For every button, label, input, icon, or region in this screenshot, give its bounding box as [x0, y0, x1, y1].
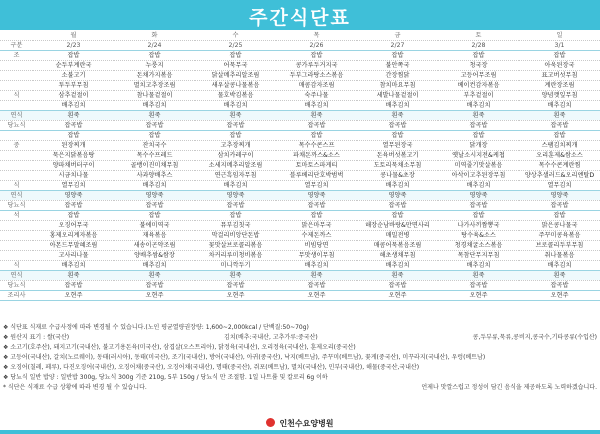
menu-row: [0, 71, 600, 81]
menu-row: [0, 61, 600, 71]
menu-row: [0, 111, 600, 121]
menu-cell: 계란장조림: [519, 81, 600, 91]
header-label: [0, 31, 33, 41]
meal-label: 연식: [0, 111, 33, 121]
menu-cell: 흰죽: [357, 111, 438, 121]
menu-cell: 오현주: [33, 291, 114, 301]
menu-cell: 해장순남바랑&만면사리: [357, 221, 438, 231]
menu-cell: 오현주: [357, 291, 438, 301]
menu-cell: 잡곡밥: [438, 121, 519, 131]
menu-cell: 표고버섯무침: [519, 71, 600, 81]
menu-cell: 잡곡밥: [519, 201, 600, 211]
menu-cell: 배추김치: [438, 261, 519, 271]
menu-row: [0, 201, 600, 211]
menu-cell: 영양죽: [438, 191, 519, 201]
meal-label: 당뇨식: [0, 121, 33, 131]
menu-cell: 배추김치: [276, 261, 357, 271]
menu-cell: 오현주: [519, 291, 600, 301]
menu-cell: 수제돈까스: [276, 231, 357, 241]
menu-cell: 맑은콩나물국: [519, 221, 600, 231]
menu-row: [0, 101, 600, 111]
menu-cell: 토마토스파게티: [276, 161, 357, 171]
menu-cell: 흰죽: [195, 111, 276, 121]
menu-cell: 목수수콘스프: [276, 141, 357, 151]
day-cell: 토: [438, 31, 519, 41]
menu-cell: 블루베리단호박범벅: [276, 171, 357, 181]
menu-row: [0, 261, 600, 271]
menu-cell: 비빔당면: [276, 241, 357, 251]
menu-cell: 된장찌개: [33, 141, 114, 151]
menu-cell: 영양죽: [519, 191, 600, 201]
note-line: ❖ 식단표 식재료 수급사정에 따라 변경될 수 있습니다.(노인 평균열량권장량: 1,600~2,000kcal / 단백질:50~70g): [3, 324, 309, 331]
meal-label: 조리사: [0, 291, 33, 301]
menu-cell: 배추김치: [33, 101, 114, 111]
menu-cell: 아삭이고추된장무침: [438, 171, 519, 181]
menu-cell: 누룽지: [114, 61, 195, 71]
menu-cell: 시금치나물: [33, 171, 114, 181]
meal-label: [0, 221, 33, 231]
menu-cell: 막걸리비앙단돈밥: [195, 231, 276, 241]
menu-cell: 주꾸미콩육볶음: [519, 231, 600, 241]
menu-cell: 배추김치: [114, 101, 195, 111]
menu-cell: 목수수콘계란찜: [519, 161, 600, 171]
menu-cell: 영양죽: [114, 191, 195, 201]
menu-cell: 콩나물&초장: [357, 171, 438, 181]
menu-cell: 흰죽: [33, 111, 114, 121]
menu-cell: 참나물겉절이: [114, 91, 195, 101]
menu-cell: 멸치고추장조림: [114, 81, 195, 91]
meal-label: 당뇨식: [0, 281, 33, 291]
menu-cell: 잡밥: [33, 131, 114, 141]
note-line: ❖ 소고기(호주산), 돼지고기(국내산), 불고기용돈육(미국산), 삼겹살(오스트리아), 닭정육(국내산), 오리정육(국내산), 훈제오리(중국산): [3, 344, 356, 351]
menu-row: [0, 141, 600, 151]
menu-cell: 새송이곤약조림: [114, 241, 195, 251]
menu-cell: 잡밥: [276, 51, 357, 61]
day-cell: 화: [114, 31, 195, 41]
menu-cell: 미역줄기맛살볶음: [438, 161, 519, 171]
menu-cell: 고등어무조림: [438, 71, 519, 81]
menu-cell: 연근흑임자무침: [195, 171, 276, 181]
menu-cell: 배추김치: [33, 261, 114, 271]
menu-row: [0, 51, 600, 61]
meal-label: [0, 151, 33, 161]
hospital-name: 인천수요양병원: [279, 419, 334, 428]
menu-cell: 고사리나물: [33, 251, 114, 261]
menu-cell: 매콤감자조림: [276, 81, 357, 91]
menu-cell: 옛날소시지전&케첩: [438, 151, 519, 161]
menu-cell: 흰죽: [357, 271, 438, 281]
menu-cell: 배추김치: [114, 261, 195, 271]
menu-cell: 잡밥: [438, 51, 519, 61]
meal-label: [0, 241, 33, 251]
menu-cell: 청국장: [438, 61, 519, 71]
menu-cell: 잡곡밥: [519, 281, 600, 291]
menu-cell: 잡밥: [33, 211, 114, 221]
day-cell: 월: [33, 31, 114, 41]
menu-cell: 양파채버터구이: [33, 161, 114, 171]
menu-cell: 잡곡밥: [276, 201, 357, 211]
menu-cell: 잡곡밥: [519, 121, 600, 131]
meal-label: [0, 231, 33, 241]
menu-cell: 사과양배추스: [114, 171, 195, 181]
menu-row: [0, 81, 600, 91]
meal-label: 조: [0, 51, 33, 61]
menu-cell: 잡밥: [357, 51, 438, 61]
menu-cell: 열무김치: [276, 181, 357, 191]
menu-cell: 흰죽: [33, 271, 114, 281]
menu-cell: 양상추샐러드&오리엔탈D: [519, 171, 600, 181]
notes: [3, 323, 597, 393]
menu-row: [0, 251, 600, 261]
menu-cell: 배추김치: [114, 181, 195, 191]
menu-cell: 나가사끼짬뽕국: [438, 221, 519, 231]
menu-row: [0, 181, 600, 191]
menu-cell: 잡곡밥: [357, 201, 438, 211]
menu-cell: 흰죽: [519, 111, 600, 121]
menu-cell: 흰죽: [276, 271, 357, 281]
menu-cell: 배추김치: [276, 101, 357, 111]
menu-cell: 청경채굴소스볶음: [438, 241, 519, 251]
menu-cell: 흰죽: [114, 271, 195, 281]
menu-cell: 배추김치: [195, 181, 276, 191]
menu-cell: 순두부계란국: [33, 61, 114, 71]
note-origin-kimchi: 김치(배추:국내산, 고추가루:중국산): [224, 334, 318, 341]
menu-cell: 꽃맛살브로콜리볶음: [195, 241, 276, 251]
note-last-line: [3, 383, 597, 393]
menu-cell: 잔치국수: [114, 141, 195, 151]
menu-cell: 오현주: [114, 291, 195, 301]
menu-row: [0, 281, 600, 291]
menu-cell: 잡밥: [276, 211, 357, 221]
menu-cell: 브로콜리두부무침: [519, 241, 600, 251]
page-title: 주간식단표: [249, 7, 351, 29]
menu-cell: 고추장찌개: [195, 141, 276, 151]
note-line: ❖ 오징어(칠레, 페루), 다진오징어(국내산), 오징어채(중국산), 오징어채(국내산), 명태(중국산), 쥐포(베트남), 멸치(국내산), 민부(국내산), 해물(중국산,국내산): [3, 364, 420, 371]
menu-cell: 흰죽: [114, 111, 195, 121]
menu-cell: 새우살콩나물볶음: [195, 81, 276, 91]
menu-cell: 차커리루미청비볶음: [195, 251, 276, 261]
menu-cell: 흰죽: [438, 271, 519, 281]
menu-row: [0, 171, 600, 181]
menu-cell: 물호박김볶음: [195, 91, 276, 101]
menu-cell: 잡밥: [438, 131, 519, 141]
menu-cell: 잡곡밥: [276, 121, 357, 131]
note-change: * 식단은 식재료 수급 상황에 따라 변경 될 수 있습니다.: [3, 384, 147, 391]
menu-cell: 열무김치: [519, 181, 600, 191]
day-cell: 수: [195, 31, 276, 41]
menu-row: [0, 271, 600, 281]
date-cell: 2/24: [114, 41, 195, 51]
menu-cell: 흰죽: [195, 271, 276, 281]
menu-cell: 목참단무지무침: [438, 251, 519, 261]
menu-cell: 배추김치: [519, 261, 600, 271]
menu-cell: 재육볶음: [114, 231, 195, 241]
menu-cell: 홍제오리계자볶음: [33, 231, 114, 241]
menu-cell: 해초생채무침: [357, 251, 438, 261]
menu-cell: 양배추쌈&쌈장: [114, 251, 195, 261]
note-line: ❖ 당뇨식 일반 밥양 : 일반밥 300g, 당뇨식 300g 기준 210g, 5부 150g / 당뇨식 만 조절함. 1일 나트륨 및 칼로리 6g 이하: [3, 374, 328, 381]
menu-cell: 매밀전병: [357, 231, 438, 241]
menu-cell: 잡밥: [195, 51, 276, 61]
menu-cell: 콩가루두거지국: [276, 61, 357, 71]
date-cell: 2/27: [357, 41, 438, 51]
menu-cell: 잡밥: [114, 211, 195, 221]
menu-cell: 참치마요무침: [357, 81, 438, 91]
menu-cell: 잡밥: [195, 211, 276, 221]
menu-cell: 잡곡밥: [276, 281, 357, 291]
menu-cell: 열무된장국: [357, 141, 438, 151]
menu-cell: 흰죽: [438, 111, 519, 121]
menu-cell: 영양죽: [276, 191, 357, 201]
menu-cell: 골뱅이진미채무침: [114, 161, 195, 171]
footer: [0, 418, 600, 429]
menu-cell: 오리훈제&쌈소스: [519, 151, 600, 161]
menu-cell: 맑은마무국: [276, 221, 357, 231]
menu-cell: 투두부무침: [33, 81, 114, 91]
date-cell: 2/25: [195, 41, 276, 51]
menu-cell: 양념깻잎무침: [519, 91, 600, 101]
meal-label: [0, 251, 33, 261]
menu-cell: 오현주: [195, 291, 276, 301]
menu-table: [0, 31, 600, 301]
menu-cell: 돈육버섯볶고기: [357, 151, 438, 161]
date-cell: 2/23: [33, 41, 114, 51]
menu-cell: 배추김치: [438, 101, 519, 111]
date-cell: 2/28: [438, 41, 519, 51]
menu-cell: 어묵무국: [195, 61, 276, 71]
menu-cell: 취나물볶음: [519, 251, 600, 261]
menu-cell: 잡밥: [519, 51, 600, 61]
meal-label: [0, 61, 33, 71]
menu-cell: 배추김치: [357, 261, 438, 271]
days-row: [0, 31, 600, 41]
menu-row: [0, 241, 600, 251]
menu-cell: 잡곡밥: [357, 121, 438, 131]
menu-cell: 잡곡밥: [438, 281, 519, 291]
menu-cell: 열무김치: [33, 181, 114, 191]
day-cell: 금: [357, 31, 438, 41]
menu-cell: 목수수프레드: [114, 151, 195, 161]
menu-cell: 파채돈까스&소스: [276, 151, 357, 161]
menu-cell: 닭개장: [438, 141, 519, 151]
meal-label: 연식: [0, 271, 33, 281]
menu-row: [0, 231, 600, 241]
menu-cell: 두부그라탕소스볶음: [276, 71, 357, 81]
menu-cell: 오현주: [276, 291, 357, 301]
menu-cell: 아몬드무말혜조림: [33, 241, 114, 251]
menu-cell: 잡밥: [114, 131, 195, 141]
menu-cell: 잡곡밥: [195, 121, 276, 131]
dates-row: [0, 41, 600, 51]
menu-cell: 불에미역국: [114, 221, 195, 231]
meal-label: [0, 71, 33, 81]
meal-label: [0, 131, 33, 141]
menu-cell: 돈채가지볶음: [114, 71, 195, 81]
meal-label: 중: [0, 141, 33, 151]
meal-label: 식: [0, 261, 33, 271]
day-cell: 일: [519, 31, 600, 41]
menu-row: [0, 131, 600, 141]
menu-cell: 불안쪽국: [357, 61, 438, 71]
menu-cell: 배추김치: [195, 101, 276, 111]
note-line: ❖ 고등어(국내산), 갈치(노르웨이), 동태(러시아), 동태(미국산), 조기(국내산), 방어(국내산), 아귀(중국산), 낙지(베트남), 주꾸미(베트남), 꽃게(중국산), 미꾸라지(국내산), 우렁(베트남): [3, 354, 486, 361]
menu-cell: 잡밥: [276, 131, 357, 141]
menu-cell: 오현주: [438, 291, 519, 301]
menu-cell: 영양죽: [357, 191, 438, 201]
menu-cell: 잡곡밥: [114, 281, 195, 291]
menu-cell: 잡밥: [438, 211, 519, 221]
menu-cell: 닭살메추리알조림: [195, 71, 276, 81]
menu-row: [0, 291, 600, 301]
hospital-logo-icon: [266, 418, 275, 427]
menu-cell: 배추김치: [438, 181, 519, 191]
menu-cell: 잡밥: [519, 211, 600, 221]
menu-row: [0, 221, 600, 231]
meal-label: 당뇨식: [0, 201, 33, 211]
menu-cell: 잡곡밥: [33, 281, 114, 291]
menu-cell: 잡밥: [357, 211, 438, 221]
date-cell: 3/1: [519, 41, 600, 51]
menu-cell: 흰죽: [276, 111, 357, 121]
meal-label: 식: [0, 91, 33, 101]
menu-cell: 잡밥: [114, 51, 195, 61]
menu-cell: 아욱된장국: [519, 61, 600, 71]
meal-label: [0, 101, 33, 111]
menu-cell: 배추김치: [357, 181, 438, 191]
menu-cell: 매콤어묵볶음조림: [357, 241, 438, 251]
menu-cell: 묵은지닭볶음탕: [33, 151, 114, 161]
menu-cell: 잡곡밥: [33, 121, 114, 131]
note-promise: 언제나 맛깔스럽고 정성이 담긴 음식을 제공하도록 노력하겠습니다.: [421, 384, 597, 391]
menu-cell: 뮤부김칫국: [195, 221, 276, 231]
menu-cell: 소세지메추리알조림: [195, 161, 276, 171]
meal-label: 연식: [0, 191, 33, 201]
menu-cell: 미니깍두기: [195, 261, 276, 271]
menu-cell: 오징어무국: [33, 221, 114, 231]
menu-cell: 잡곡밥: [195, 201, 276, 211]
note-origin-line: [3, 333, 597, 343]
menu-body: [0, 31, 600, 301]
menu-cell: 간장찜닭: [357, 71, 438, 81]
meal-label: 석: [0, 211, 33, 221]
footer-bar: [0, 430, 600, 434]
meal-label: [0, 161, 33, 171]
menu-row: [0, 151, 600, 161]
menu-cell: 소불고기: [33, 71, 114, 81]
menu-cell: 배추김치: [519, 101, 600, 111]
menu-cell: 영양죽: [33, 191, 114, 201]
meal-label: 식: [0, 181, 33, 191]
menu-cell: 흰죽: [519, 271, 600, 281]
note-origin-rice: ❖ 원산지 표기 : 쌀(국산): [3, 334, 70, 341]
menu-cell: 숙주나물: [276, 91, 357, 101]
header-label: 구분: [0, 41, 33, 51]
menu-cell: 잡밥: [519, 131, 600, 141]
menu-cell: 잡곡밥: [33, 201, 114, 211]
menu-row: [0, 121, 600, 131]
menu-cell: 스팸김치찌개: [519, 141, 600, 151]
menu-cell: 배추김치: [357, 101, 438, 111]
day-cell: 목: [276, 31, 357, 41]
meal-label: [0, 171, 33, 181]
menu-cell: 삼추겉절이: [33, 91, 114, 101]
menu-cell: 잡밥: [33, 51, 114, 61]
menu-cell: 세발나물겉절이: [357, 91, 438, 101]
menu-cell: 영양죽: [195, 191, 276, 201]
menu-row: [0, 191, 600, 201]
menu-cell: 잡곡밥: [438, 201, 519, 211]
date-cell: 2/26: [276, 41, 357, 51]
menu-row: [0, 91, 600, 101]
menu-cell: 부추겉절이: [438, 91, 519, 101]
menu-cell: 베이컨감자볶음: [438, 81, 519, 91]
menu-row: [0, 161, 600, 171]
meal-label: [0, 81, 33, 91]
menu-cell: 탕수육&소스: [438, 231, 519, 241]
menu-cell: 잡곡밥: [114, 121, 195, 131]
note-origin-beans: 콩,두부류,묵류,콩비지,콩국수,기타콩류(수입산): [472, 334, 597, 341]
menu-cell: 잡곡밥: [195, 281, 276, 291]
menu-cell: 도토리묵채소무침: [357, 161, 438, 171]
menu-row: [0, 211, 600, 221]
menu-cell: 잡곡밥: [114, 201, 195, 211]
menu-cell: 잡곡밥: [357, 281, 438, 291]
menu-cell: 무맛생이무침: [276, 251, 357, 261]
menu-cell: 삼치카레구이: [195, 151, 276, 161]
menu-cell: 잡밥: [195, 131, 276, 141]
menu-cell: 잡밥: [357, 131, 438, 141]
